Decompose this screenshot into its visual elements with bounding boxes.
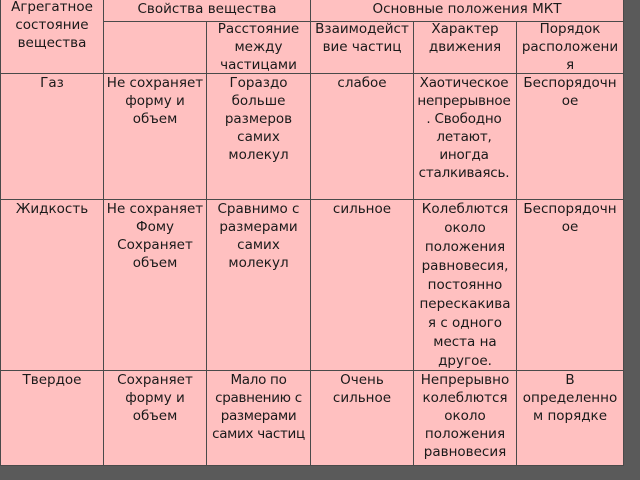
row-liquid-state: Жидкость (15, 201, 89, 217)
grid-line (623, 0, 624, 466)
header-properties: Свойства вещества (137, 1, 277, 17)
row-gas-state: Газ (40, 75, 64, 91)
row-liquid-motion: Колеблются около положения равновесия, постоянно перескакива я с одного места на другое. (419, 201, 511, 369)
row-liquid-order: Беспорядочн ое (523, 201, 617, 235)
header-mkt: Основные положения МКТ (372, 1, 562, 17)
row-gas-shape: Не сохраняет форму и объем (106, 75, 204, 127)
row-liquid-shape: Не сохраняет Фому Сохраняет объем (106, 201, 204, 271)
header-order: Порядок расположени я (521, 21, 619, 73)
row-gas-distance: Гораздо больше размеров самих молекул (224, 75, 293, 163)
row-solid-motion: Непрерывно колеблются около положения равновесия (420, 372, 510, 460)
header-interaction: Взаимодейст вие частиц (315, 21, 409, 55)
row-gas-motion: Хаотическое непрерывное . Свободно летают, иногда сталкиваясь. (417, 75, 511, 181)
row-liquid-distance: Сравнимо с размерами самих молекул (217, 201, 300, 271)
row-solid-interaction: Очень сильное (332, 372, 392, 406)
row-solid-shape: Сохраняет форму и объем (117, 372, 193, 424)
grid-line (0, 465, 624, 466)
row-liquid-interaction: сильное (332, 201, 392, 217)
row-gas-interaction: слабое (337, 75, 387, 91)
header-state: Агрегатное состояние вещества (11, 0, 93, 51)
row-solid-state: Твердое (22, 372, 82, 388)
header-distance: Расстояние между частицами (217, 21, 300, 73)
row-solid-distance: Мало по сравнению с размерами самих частиц (212, 372, 305, 442)
row-solid-order: В определенно м порядке (522, 372, 618, 424)
row-gas-order: Беспорядочн ое (523, 75, 617, 109)
header-motion: Характер движения (428, 21, 502, 55)
